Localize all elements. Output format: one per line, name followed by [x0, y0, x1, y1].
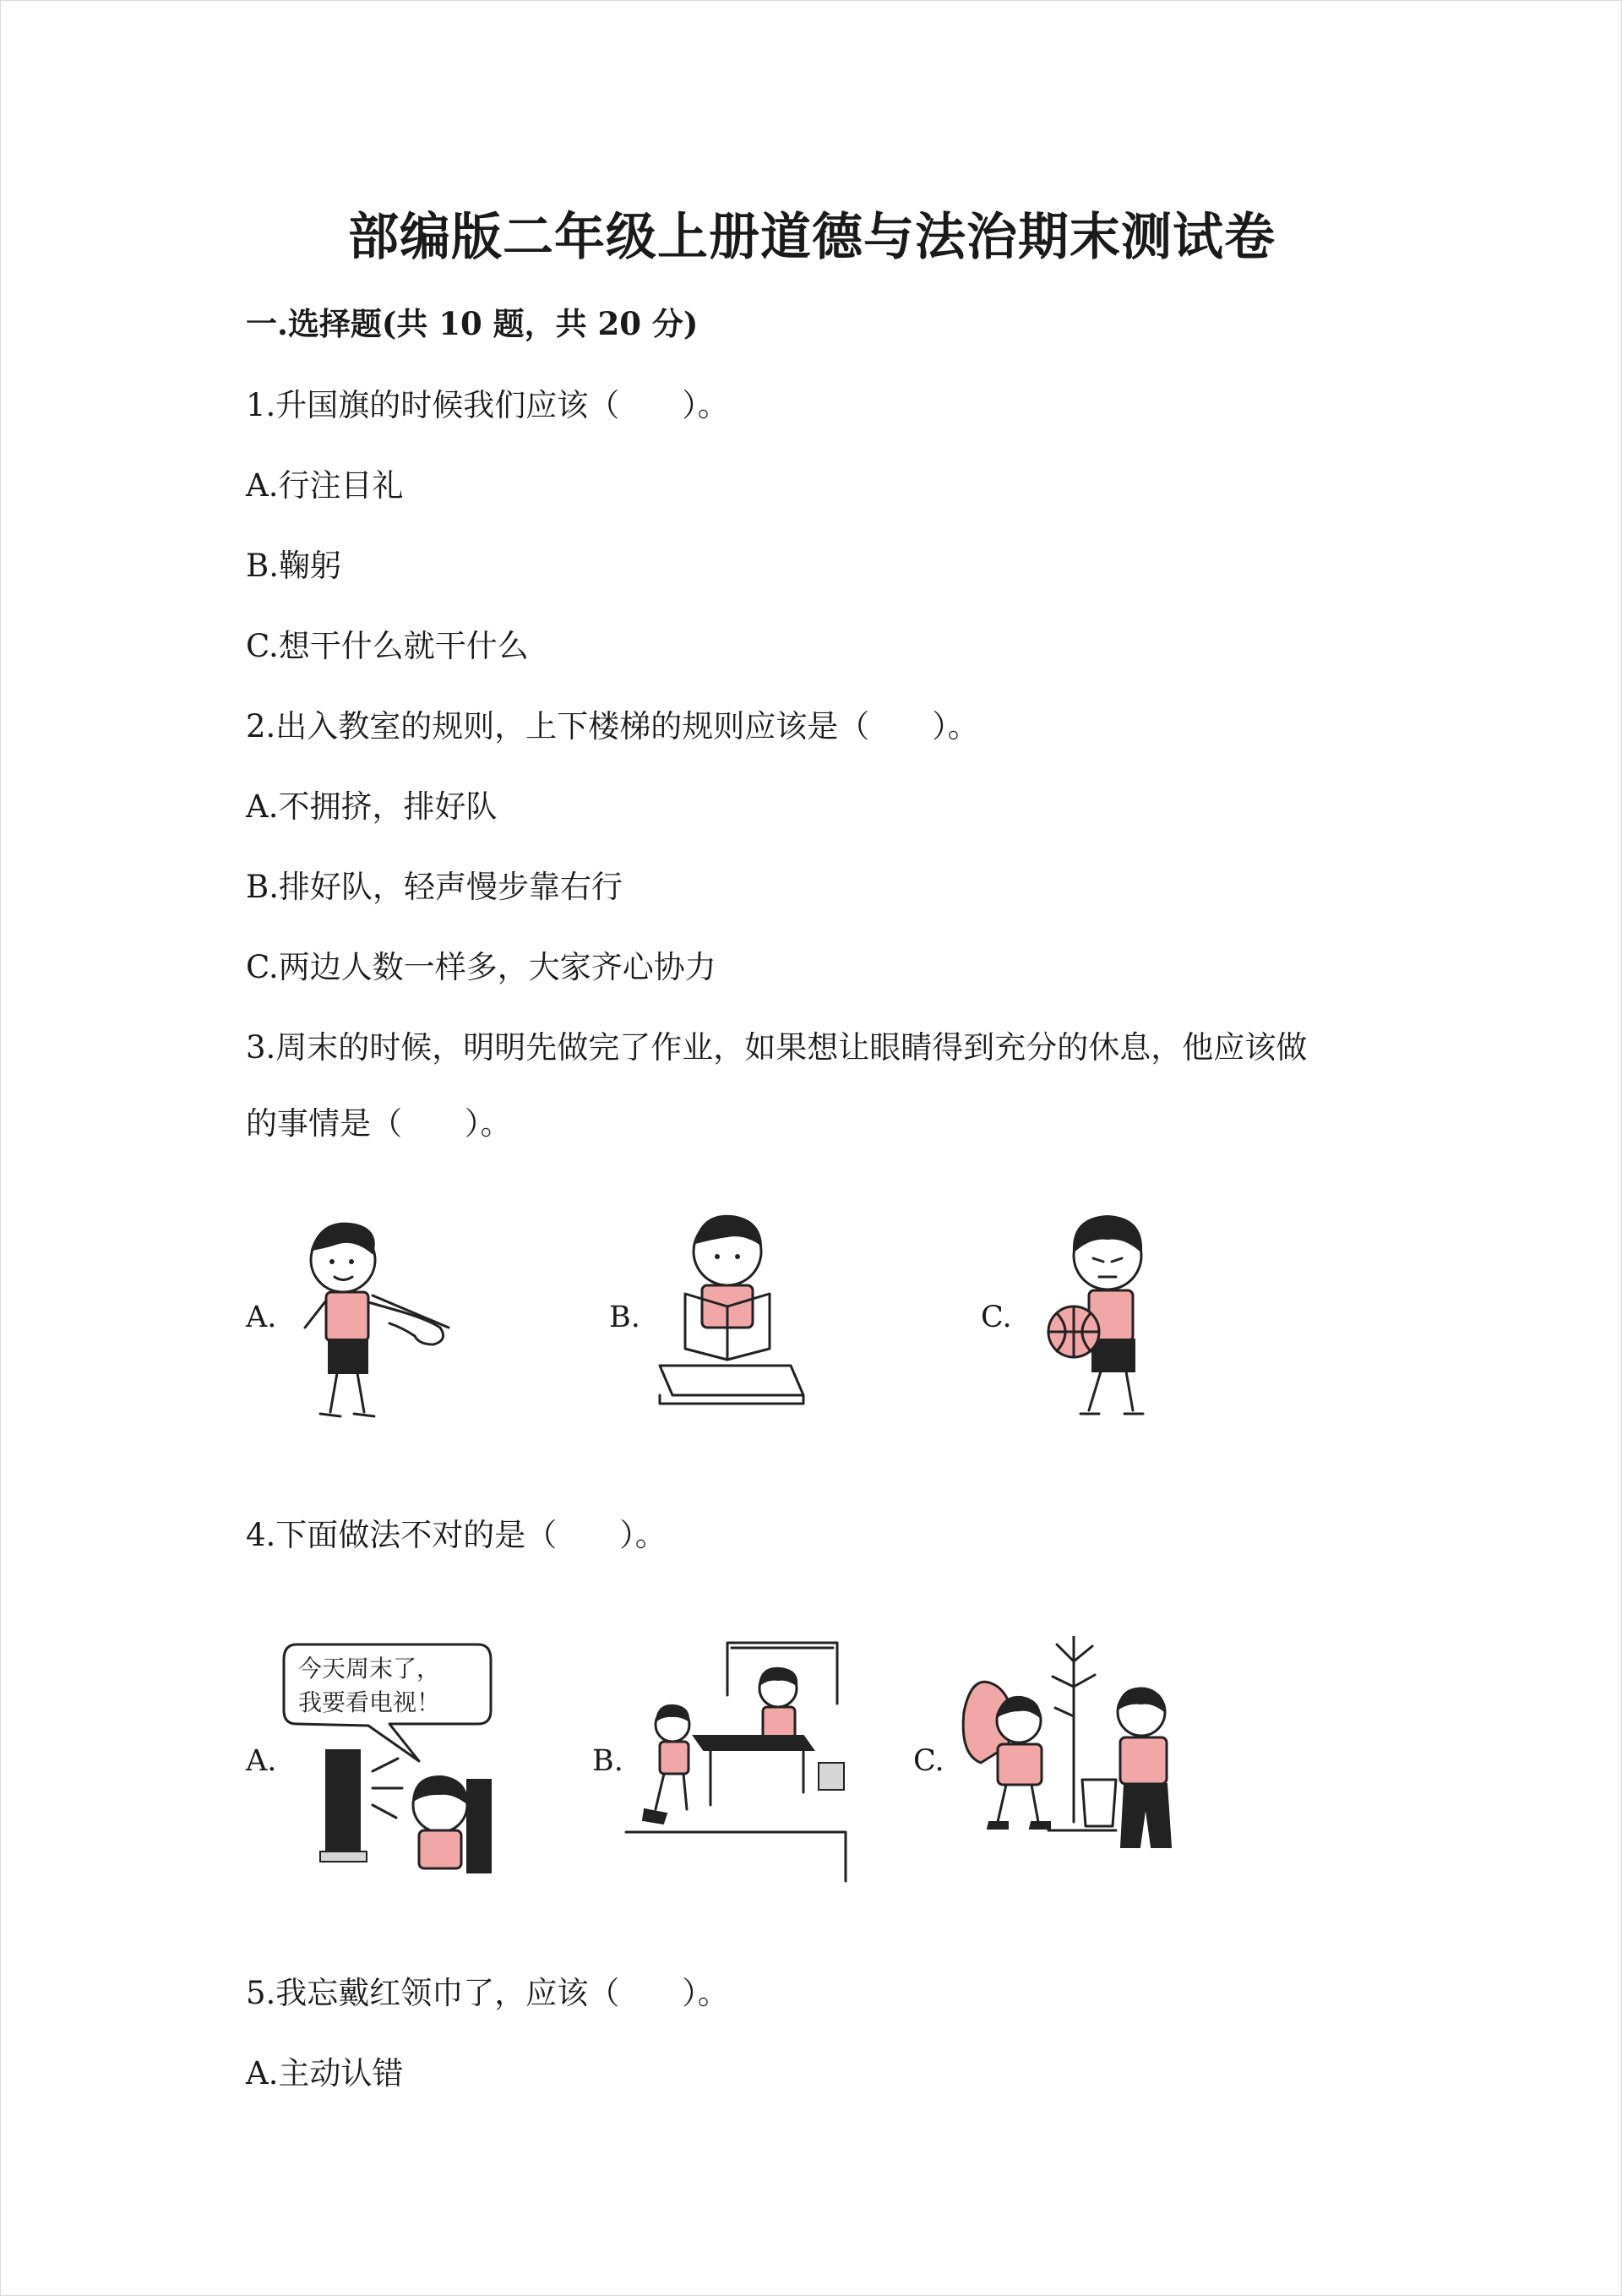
question-2-option-a: A.不拥挤，排好队 [246, 788, 498, 825]
question-5-option-a: A.主动认错 [246, 2055, 404, 2091]
question-2-stem: 2.出入教室的规则，上下楼梯的规则应该是（ ）。 [246, 708, 979, 744]
question-3-figures [246, 1201, 1429, 1437]
figure-3a [246, 1201, 465, 1437]
violin-boy-illustration [246, 1201, 465, 1437]
speech-bubble-line-1: 今天周末了， [298, 1655, 441, 1682]
reading-boy-illustration [609, 1192, 829, 1437]
question-2-option-b: B.排好队，轻声慢步靠右行 [246, 869, 623, 905]
tv-watching-illustration [246, 1636, 516, 1890]
figure-4b [592, 1636, 863, 1890]
question-1-option-a: A.行注目礼 [246, 467, 404, 504]
question-1-option-c: C.想干什么就干什么 [246, 628, 529, 664]
question-3-stem-line-2: 的事情是（ ）。 [246, 1105, 512, 1142]
question-2-option-c: C.两边人数一样多，大家齐心协力 [246, 949, 716, 985]
figure-4b-label: B. [592, 1744, 623, 1778]
figure-4c [913, 1636, 1217, 1890]
basketball-boy-illustration [981, 1192, 1200, 1437]
figure-3a-label: A. [246, 1301, 277, 1334]
question-4-stem: 4.下面做法不对的是（ ）。 [246, 1517, 667, 1553]
speech-bubble-line-2: 我要看电视！ [298, 1688, 441, 1716]
page-title: 部编版二年级上册道德与法治期末测试卷 [348, 208, 1276, 267]
figure-4c-label: C. [913, 1744, 944, 1778]
question-1-stem: 1.升国旗的时候我们应该（ ）。 [246, 387, 729, 423]
figure-4a-label: A. [246, 1744, 277, 1778]
figure-3c-label: C. [981, 1301, 1012, 1334]
planting-tree-illustration [913, 1636, 1217, 1890]
figure-4a [246, 1636, 516, 1890]
question-3-stem-line-1: 3.周末的时候，明明先做完了作业，如果想让眼睛得到充分的休息，他应该做 [246, 1029, 1308, 1066]
figure-3b [609, 1192, 829, 1437]
section-heading: 一.选择题(共 10 题，共 20 分) [246, 305, 699, 342]
figure-3b-label: B. [609, 1301, 640, 1334]
figure-3c [981, 1192, 1200, 1437]
question-1-option-b: B.鞠躬 [246, 548, 341, 584]
question-5-stem: 5.我忘戴红领巾了，应该（ ）。 [246, 1975, 729, 2011]
cleaning-illustration [592, 1636, 863, 1890]
question-4-figures [246, 1636, 1429, 1890]
